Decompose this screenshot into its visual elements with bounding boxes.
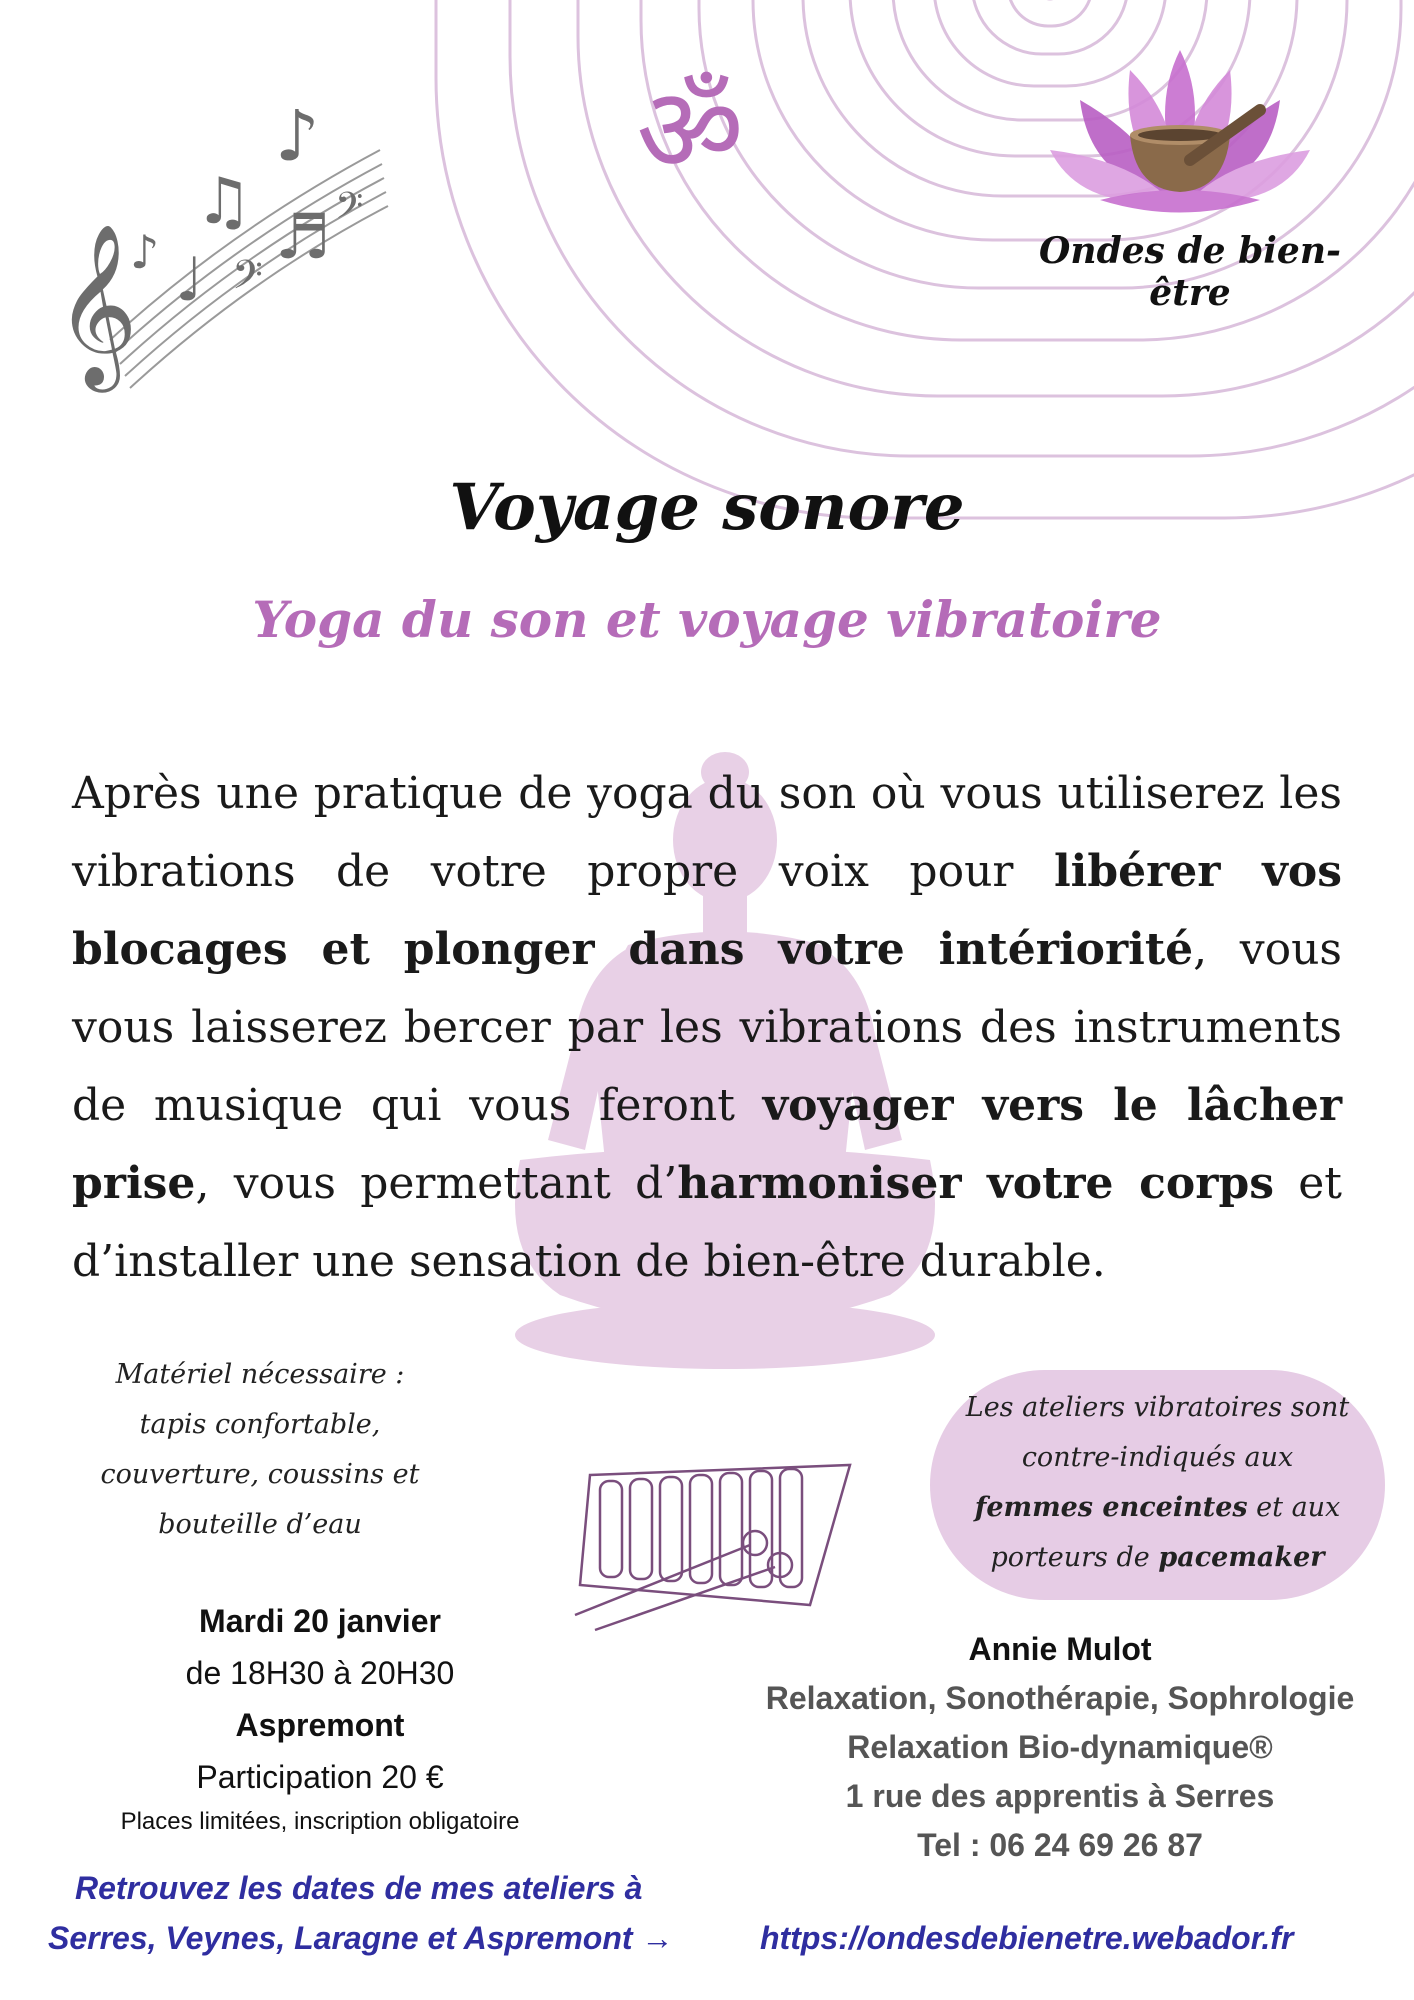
event-details <box>60 1595 580 1841</box>
notice-line: femmes enceintes et aux <box>974 1492 1341 1523</box>
materiel-list <box>80 1350 440 1550</box>
description-paragraph: Après une pratique de yoga du son où vous utiliserez les vibrations de votre propre voix pour libérer vos blocages et plonger dans votre intériorité, vous vous laisserez bercer par les vibrations des instruments de musique qui vous feront voyager vers le lâcher prise, vous permettant d’harmoniser votre corps et d’installer une sensation de bien-être durable. <box>72 768 1342 1287</box>
contact-name: Annie Mulot <box>968 1631 1152 1667</box>
notice-line: Les ateliers vibratoires sont <box>965 1392 1350 1423</box>
footer-line-1: Retrouvez les dates de mes ateliers à <box>75 1870 643 1906</box>
music-note-icon: ♫ <box>195 165 253 239</box>
notice-line: contre-indiqués aux <box>1021 1442 1294 1473</box>
contact-line: Relaxation Bio-dynamique® <box>847 1729 1273 1765</box>
event-note: Places limitées, inscription obligatoire <box>120 1808 520 1835</box>
music-note-icon: ♪ <box>275 95 320 177</box>
bass-clef-icon: 𝄢 <box>232 252 263 308</box>
event-time: de 18H30 à 20H30 <box>185 1655 455 1691</box>
treble-clef-icon: 𝄞 <box>55 223 138 386</box>
contact-block <box>700 1625 1414 1870</box>
brand-name: Ondes de bien-être <box>1039 230 1341 314</box>
contact-line: Relaxation, Sonothérapie, Sophrologie <box>765 1680 1355 1716</box>
contact-address: 1 rue des apprentis à Serres <box>845 1778 1275 1814</box>
xylophone-icon <box>570 1455 860 1635</box>
footer-line-2: Serres, Veynes, Laragne et Aspremont → <box>48 1920 674 1956</box>
om-icon: ॐ <box>636 61 744 199</box>
website-link[interactable]: https://ondesdebienetre.webador.fr <box>760 1920 1294 1956</box>
materiel-line: couverture, coussins et <box>100 1459 420 1490</box>
event-date: Mardi 20 janvier <box>199 1603 441 1639</box>
materiel-line: bouteille d’eau <box>158 1509 362 1540</box>
event-price: Participation 20 € <box>196 1759 444 1795</box>
music-note-icon: ♩ <box>175 245 204 315</box>
arrow-right-icon: → <box>641 1920 674 1956</box>
contra-indication-notice <box>930 1383 1385 1583</box>
materiel-line: Matériel nécessaire : <box>115 1359 405 1390</box>
page-title: Voyage sonore <box>449 470 965 545</box>
music-note-icon: ♬ <box>275 200 331 273</box>
page-subtitle: Yoga du son et voyage vibratoire <box>252 590 1162 649</box>
materiel-line: tapis confortable, <box>139 1409 381 1440</box>
event-place: Aspremont <box>235 1707 405 1743</box>
contact-phone: Tel : 06 24 69 26 87 <box>917 1827 1203 1863</box>
music-note-icon: ♪ <box>130 225 160 279</box>
notice-line: porteurs de pacemaker <box>990 1542 1325 1573</box>
lotus-singing-bowl-logo <box>1040 40 1320 230</box>
bass-clef-icon: 𝄢 <box>335 185 364 236</box>
